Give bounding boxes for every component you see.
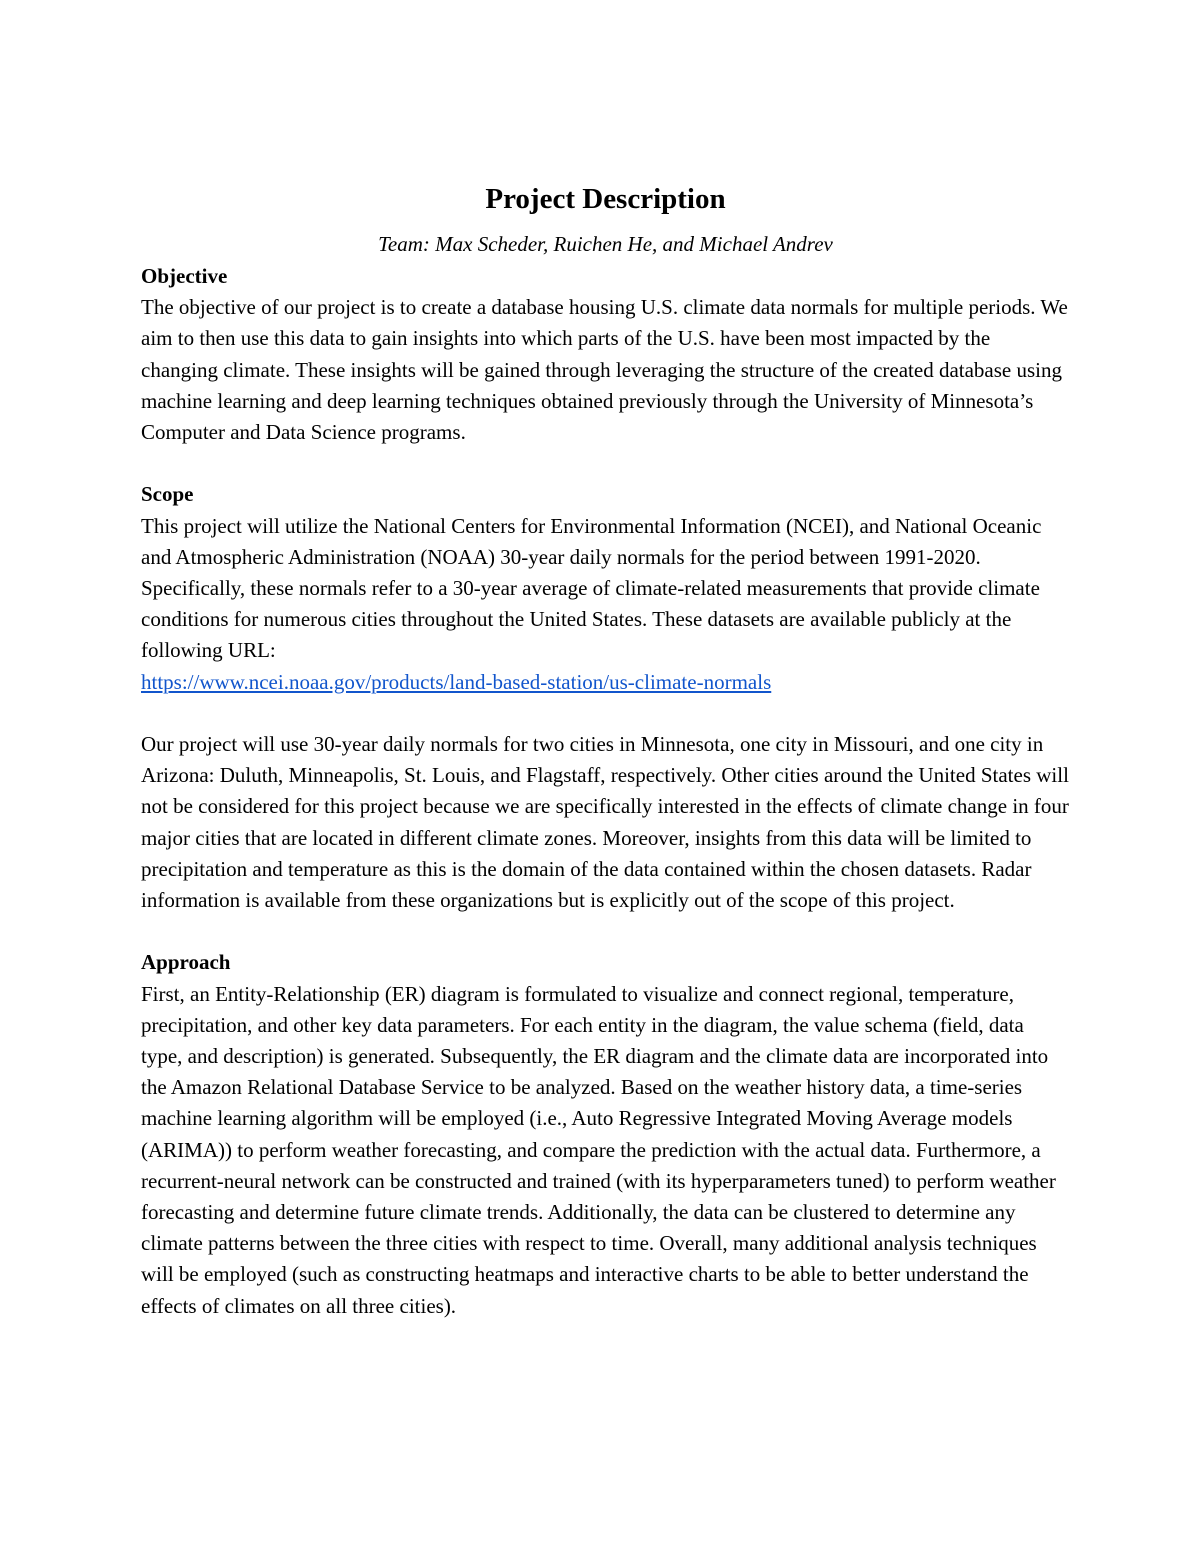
scope-section bbox=[141, 479, 1070, 916]
scope-paragraph-2: Our project will use 30-year daily normals for two cities in Minnesota, one city in Missouri, and one city in Arizona: Duluth, Minneapolis, St. Louis, and Flagstaff, respectively. Other cities around the United States will not be considered for this project because we are specifically interested in the effects of climate change in four major cities that are located in different climate zones. Moreover, insights from this data will be limited to precipitation and temperature as this is the domain of the data contained within the chosen datasets. Radar information is available from these organizations but is explicitly out of the scope of this project. bbox=[141, 732, 1069, 913]
objective-section bbox=[141, 261, 1070, 448]
paragraph-spacer bbox=[141, 916, 1070, 947]
paragraph-spacer bbox=[141, 448, 1070, 479]
climate-normals-link[interactable]: https://www.ncei.noaa.gov/products/land-based-station/us-climate-normals bbox=[141, 669, 772, 694]
approach-heading: Approach bbox=[141, 950, 231, 975]
scope-paragraph: This project will utilize the National Centers for Environmental Information (NCEI), and National Oceanic and Atmospheric Administration (NOAA) 30-year daily normals for the period between 1991-2020. Specifically, these normals refer to a 30-year average of climate-related measurements that provide climate conditions for numerous cities throughout the United States. These datasets are available publicly at the following URL: bbox=[141, 513, 1042, 663]
paragraph-spacer bbox=[141, 698, 1070, 729]
scope-heading: Scope bbox=[141, 482, 194, 507]
page-title: Project Description bbox=[485, 183, 726, 215]
objective-heading: Objective bbox=[141, 264, 228, 288]
scope-link-line bbox=[141, 667, 1070, 698]
approach-paragraph: First, an Entity-Relationship (ER) diagram is formulated to visualize and connect regional, temperature, precipitation, and other key data parameters. For each entity in the diagram, the value schema (field, data type, and description) is generated. Subsequently, the ER diagram and the climate data are incorporated into the Amazon Relational Database Service to be analyzed. Based on the weather history data, a time-series machine learning algorithm will be employed (i.e., Auto Regressive Integrated Moving Average models (ARIMA)) to perform weather forecasting, and compare the prediction with the actual data. Furthermore, a recurrent-neural network can be constructed and trained (with its hyperparameters tuned) to perform weather forecasting and determine future climate trends. Additionally, the data can be clustered to determine any climate patterns between the three cities with respect to time. Overall, many additional analysis techniques will be employed (such as constructing heatmaps and interactive charts to be able to better understand the effects of climates on all three cities). bbox=[141, 981, 1056, 1318]
team-line: Team: Max Scheder, Ruichen He, and Michael Andrev bbox=[378, 232, 833, 256]
objective-paragraph: The objective of our project is to create a database housing U.S. climate data normals for multiple periods. We aim to then use this data to gain insights into which parts of the U.S. have been most impacted by the changing climate. These insights will be gained through leveraging the structure of the created database using machine learning and deep learning techniques obtained previously through the University of Minnesota’s Computer and Data Science programs. bbox=[141, 295, 1068, 445]
approach-section bbox=[141, 947, 1070, 1321]
